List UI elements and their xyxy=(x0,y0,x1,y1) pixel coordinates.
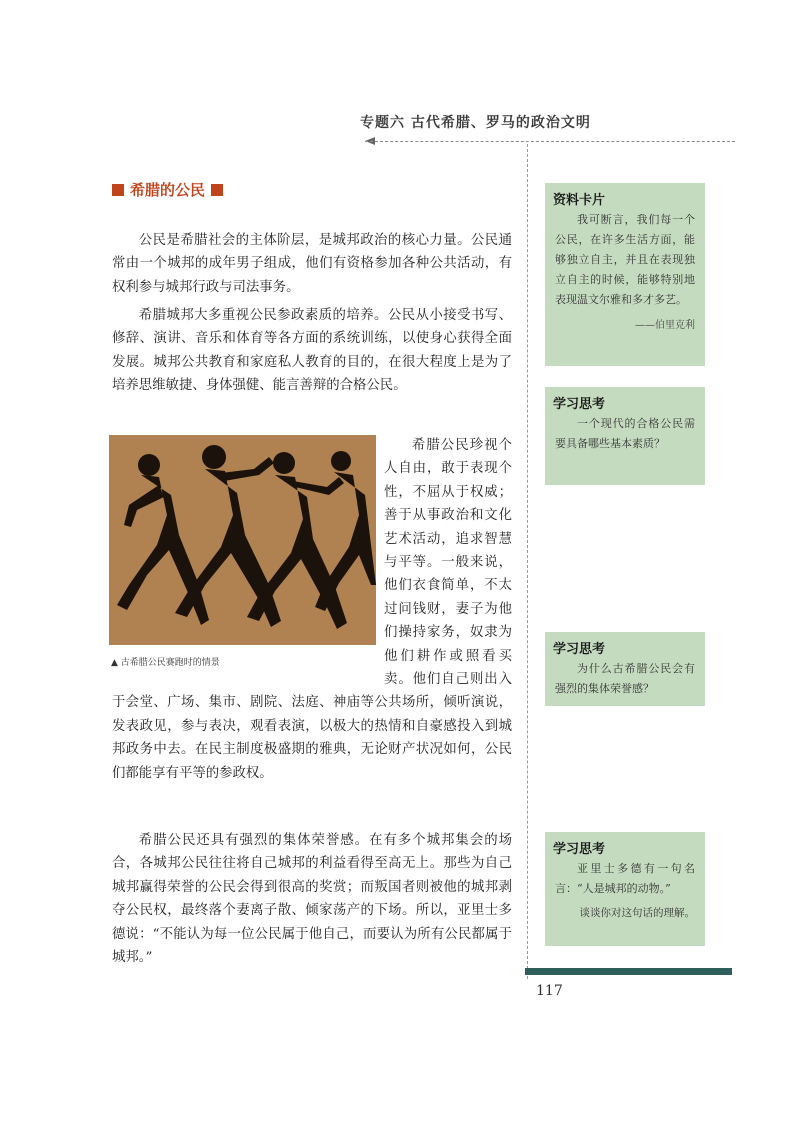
study-card-3 xyxy=(545,832,705,946)
chapter-header: 专题六 古代希腊、罗马的政治文明 xyxy=(360,115,591,131)
paragraph-3-text: 希腊公民珍视个人自由，敢于表现个性，不屈从于权威；善于从事政治和文化艺术活动，追求智慧与平等。一般来说，他们衣食简单，不太过问钱财，妻子为他们操持家务，奴隶为他们耕作或照看买卖。他们自己则出入于会堂、广场、集市、剧院、法庭、神庙等公共场所，倾听演说，发表政见，参与表决，观看表演，以极大的热情和自豪感投入到城邦政务中去。在民主制度极盛期的雅典，无论财产状况如何，公民们都能享有平等的参政权。 xyxy=(112,438,512,781)
card-text: 我可断言，我们每一个公民，在许多生活方面，能够独立自主，并且在表现独立自主的时候，能够特别地表现温文尔雅和多才多艺。 xyxy=(555,213,695,306)
bottom-bar xyxy=(525,968,732,975)
column-divider xyxy=(527,144,528,979)
square-bullet-icon xyxy=(211,184,223,196)
paragraph-1: 公民是希腊社会的主体阶层，是城邦政治的核心力量。公民通常由一个城邦的成年男子组成，他们有资格参加各种公共活动，有权利参与城邦行政与司法事务。 xyxy=(112,233,512,295)
card-title: 学习思考 xyxy=(553,642,606,657)
card-signature: ——伯里克利 xyxy=(635,320,695,331)
photo-caption: ▲ 古希腊公民赛跑时的情景 xyxy=(111,658,220,668)
study-card-1 xyxy=(545,387,705,485)
card-text: 一个现代的合格公民需要具备哪些基本素质？ xyxy=(555,417,695,450)
card-text: 亚里士多德有一句名言：“人是城邦的动物。” xyxy=(555,862,695,895)
paragraph-2: 希腊城邦大多重视公民参政素质的培养。公民从小接受书写、修辞、演讲、音乐和体育等各方面的系统训练，以使身心获得全面发展。城邦公共教育和家庭私人教育的目的，在很大程度上是为了培养思维敏捷、身体强健、能言善辩的合格公民。 xyxy=(112,308,512,394)
card-title: 资料卡片 xyxy=(553,193,606,208)
runners-photo xyxy=(109,435,376,645)
card-title: 学习思考 xyxy=(553,842,606,857)
card-text: 为什么古希腊公民会有强烈的集体荣誉感？ xyxy=(555,662,695,695)
paragraph-4: 希腊公民还具有强烈的集体荣誉感。在有多个城邦集会的场合，各城邦公民往往将自己城邦的利益看得至高无上。那些为自己城邦赢得荣誉的公民会得到很高的奖赏；而叛国者则被他的城邦剥夺公民权，最终落个妻离子散、倾家荡产的下场。所以，亚里士多德说：“不能认为每一位公民属于他自己，而要认为所有公民都属于城邦。” xyxy=(112,833,512,966)
header-rule xyxy=(365,141,735,142)
card-extra: 谈谈你对这句话的理解。 xyxy=(579,907,695,919)
page-number: 117 xyxy=(536,983,563,999)
card-title: 学习思考 xyxy=(553,397,606,412)
info-card-data xyxy=(545,183,705,366)
section-title xyxy=(112,179,223,200)
study-card-2 xyxy=(545,632,705,706)
section-title-text: 希腊的公民 xyxy=(130,181,206,199)
square-bullet-icon xyxy=(112,184,124,196)
